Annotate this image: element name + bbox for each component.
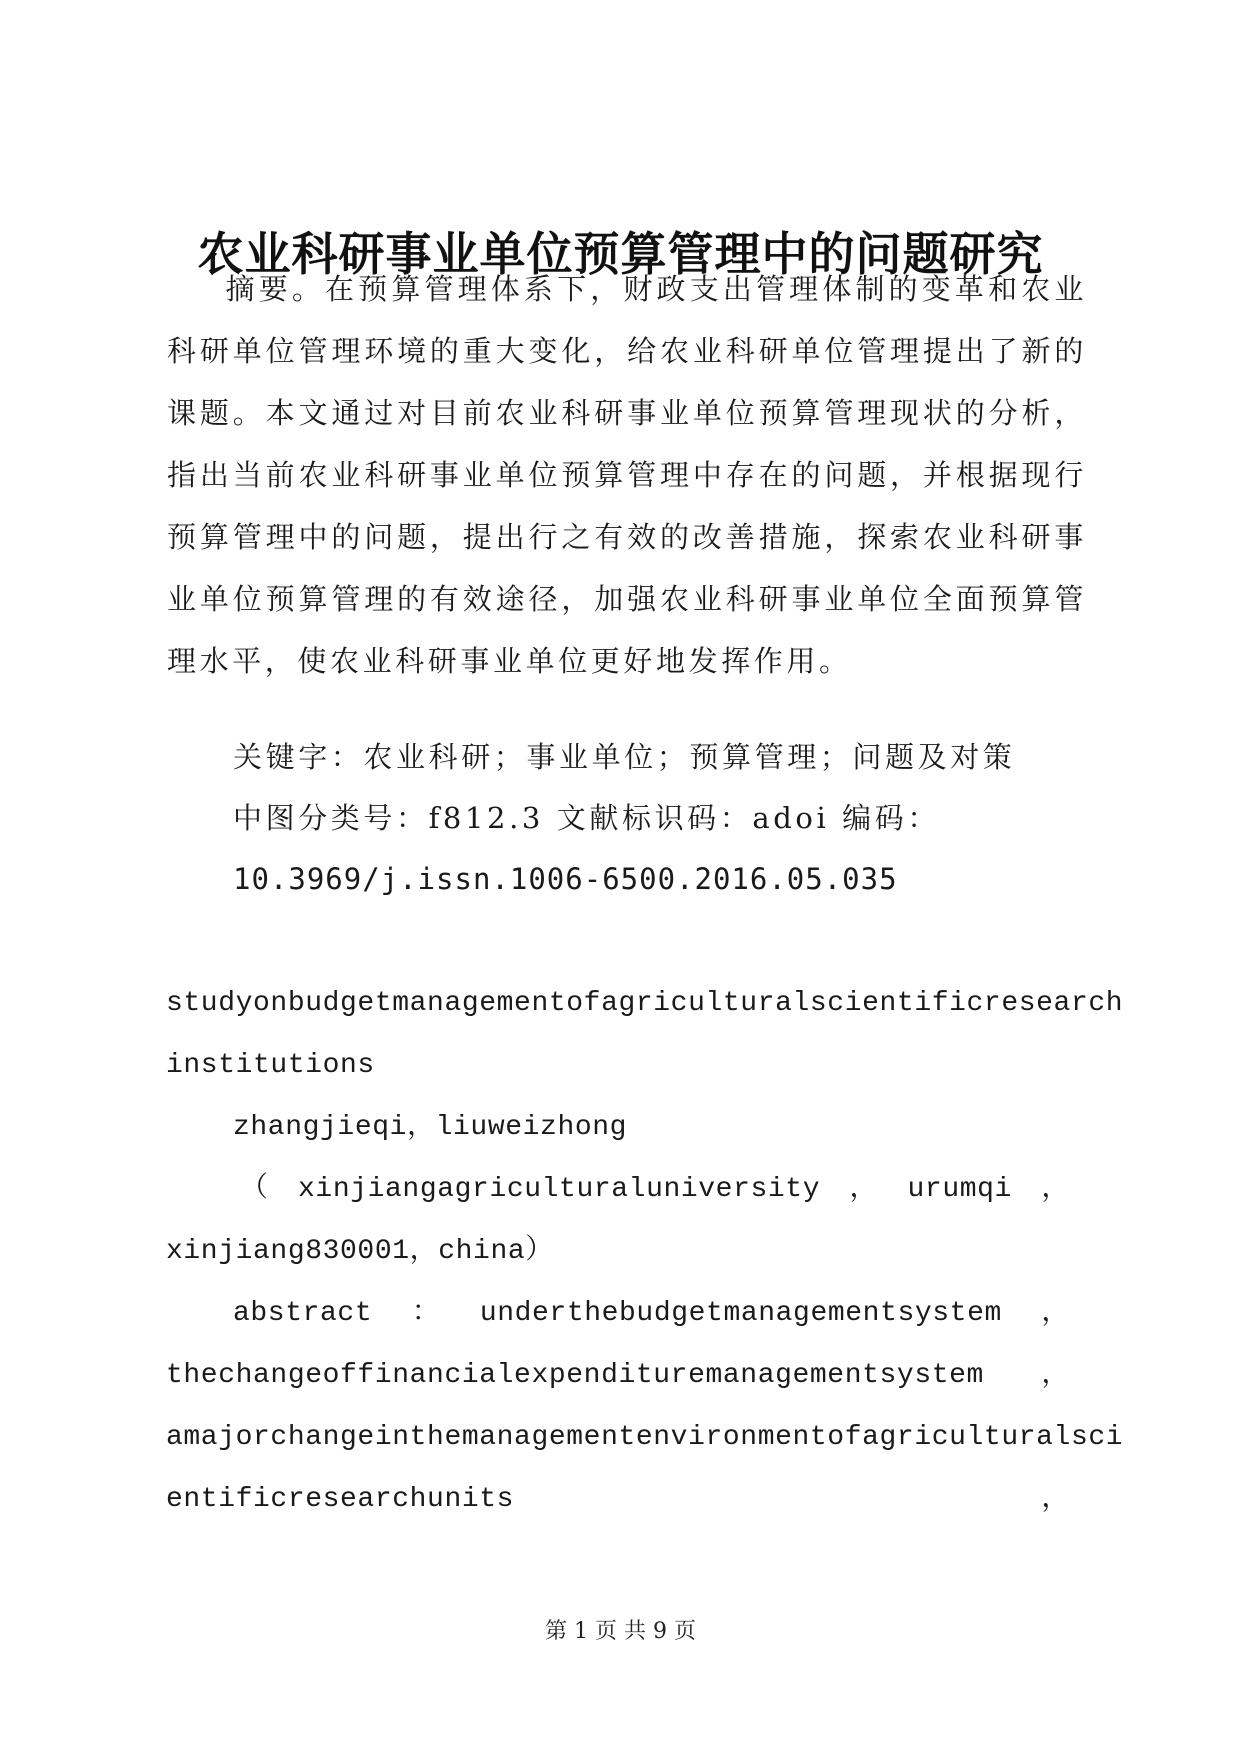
abstract-en-line1: [233, 1294, 1070, 1334]
abstract-cn: [167, 258, 1087, 692]
affiliation-comma1: ，: [849, 1174, 879, 1205]
affiliation-line1: [240, 1170, 1070, 1210]
abstract-cn-text: 摘要。在预算管理体系下，财政支出管理体制的变革和农业科研单位管理环境的重大变化，给农业科研单位管理提出了新的课题。本文通过对目前农业科研事业单位预算管理现状的分析，指出当前农业科研事业单位预算管理中存在的问题，并根据现行预算管理中的问题，提出行之有效的改善措施，探索农业科研事业单位预算管理的有效途径，加强农业科研事业单位全面预算管理水平，使农业科研事业单位更好地发挥作用。: [167, 272, 1087, 678]
document-title: 农业科研事业单位预算管理中的问题研究: [197, 227, 1044, 281]
classification: 中图分类号：f812.3 文献标识码：adoi 编码：: [233, 801, 940, 835]
keywords: 关键字：农业科研；事业单位；预算管理；问题及对策: [233, 740, 1016, 774]
abstract-en-line3: amajorchangeinthemanagementenvironmentofagriculturalsci: [166, 1422, 1124, 1453]
page-number: 第 1 页 共 9 页: [545, 1619, 696, 1644]
affiliation-university: xinjiangagriculturaluniversity: [298, 1174, 821, 1205]
abstract-en-text4: entificresearchunits: [166, 1484, 515, 1515]
title-en-line1: studyonbudgetmanagementofagriculturalscientificresearch: [166, 988, 1124, 1019]
authors: zhangjieqi，liuweizhong: [233, 1112, 628, 1143]
affiliation-comma2: ，: [1041, 1174, 1070, 1205]
abstract-en-text1: underthebudgetmanagementsystem: [479, 1298, 1002, 1329]
affiliation-city: urumqi: [907, 1174, 1012, 1205]
abstract-en-line4: [166, 1480, 1070, 1520]
abstract-en-line2: [166, 1356, 1070, 1396]
title-en-line2: institutions: [166, 1050, 375, 1081]
abstract-en-comma4: ，: [1041, 1484, 1070, 1515]
affiliation-line2: xinjiang830001，china）: [166, 1236, 554, 1267]
abstract-en-comma2: ，: [1041, 1360, 1070, 1391]
abstract-en-label: abstract: [233, 1298, 373, 1329]
doi: 10.3969/j.issn.1006-6500.2016.05.035: [233, 862, 898, 896]
abstract-en-comma1: ，: [1041, 1298, 1070, 1329]
abstract-en-colon: ：: [411, 1298, 441, 1329]
affiliation-open: （: [240, 1174, 269, 1205]
abstract-en-text2: thechangeoffinancialexpendituremanagementsystem: [166, 1360, 984, 1391]
